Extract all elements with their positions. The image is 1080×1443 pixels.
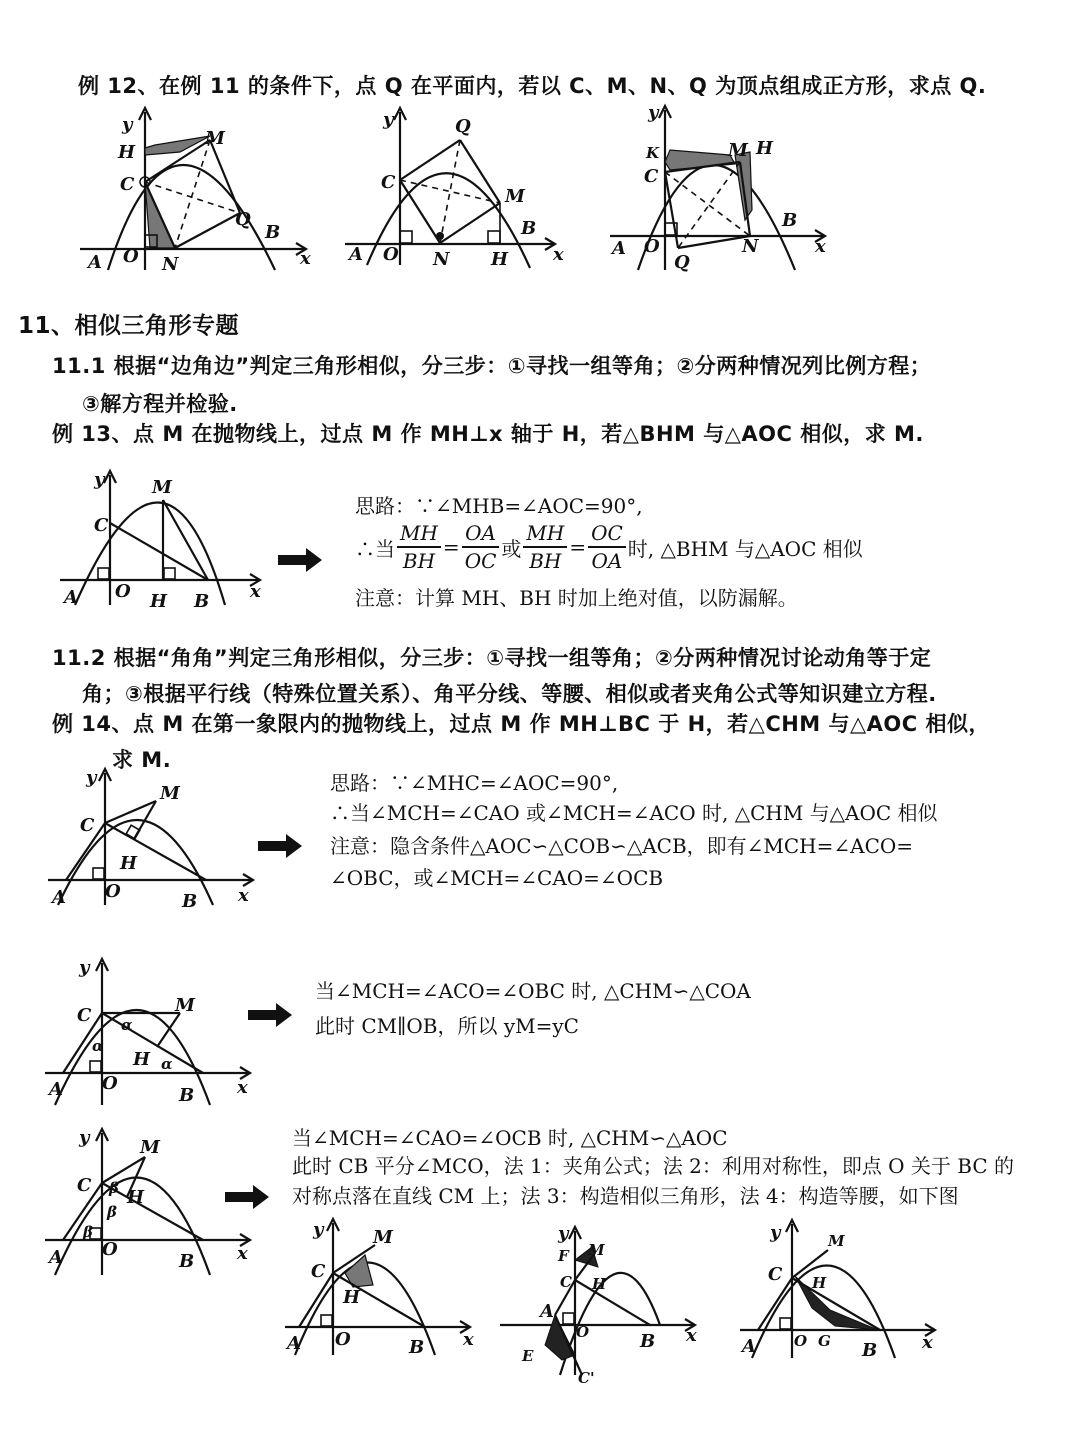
case2-line3: 对称点落在直线 CM 上；法 3：构造相似三角形，法 4：构造等腰，如下图 [292,1184,959,1208]
ratio-mh-bh-2: $\frac{MH}{BH}$ [523,520,567,574]
ex13-or: 或 [501,536,522,561]
label-beta: β [109,1179,119,1197]
label-M: M [505,186,525,207]
example-12-text: 例 12、在例 11 的条件下，点 Q 在平面内，若以 C、M、N、Q 为顶点组成正方形，求点 Q. [78,74,987,98]
arrow-icon [258,834,303,858]
label-H: H [133,1049,151,1070]
label-B: B [265,222,281,243]
ex13-tail: 时, △BHM 与△AOC 相似 [627,536,863,561]
label-x: x [250,581,261,602]
case1-line1: 当∠MCH=∠ACO=∠OBC 时, △CHM∽△COA [315,979,751,1003]
label-x: x [815,236,826,257]
label-x: x [922,1332,933,1353]
label-beta: β [83,1223,93,1241]
label-H: H [120,853,138,874]
label-y: y [770,1222,781,1243]
label-y: y [558,1223,569,1244]
label-M: M [588,1241,605,1259]
label-N: N [433,249,450,270]
label-y: y [122,114,133,135]
label-Q: Q [455,116,471,137]
figure-case1 [45,955,265,1110]
label-H: H [127,1187,145,1208]
ratio-mh-bh-1: $\frac{MH}{BH}$ [397,520,441,574]
label-alpha: α [121,1016,133,1034]
label-x: x [686,1325,697,1346]
figure-ex12-3 [610,100,840,280]
label-E: E [522,1347,534,1365]
label-M: M [373,1227,393,1248]
label-C: C [311,1261,326,1282]
figure-ex13 [60,465,280,615]
example-14-line2: 求 M. [112,748,172,772]
case2-line1: 当∠MCH=∠CAO=∠OCB 时, △CHM∽△AOC [292,1126,728,1150]
ex14-cases: ∴当∠MCH=∠CAO 或∠MCH=∠ACO 时, △CHM 与△AOC 相似 [330,801,938,825]
s11-2-line2: 角；③根据平行线（特殊位置关系）、角平分线、等腰、相似或者夹角公式等知识建立方程. [82,682,937,706]
label-O: O [383,244,399,265]
figure-ex12-2 [345,100,575,280]
label-x: x [463,1329,474,1350]
label-Q: Q [235,209,251,230]
label-M: M [205,128,225,149]
case2-line2: 此时 CB 平分∠MCO，法 1：夹角公式；法 2：利用对称性，即点 O 关于 BC 的 [292,1154,1015,1178]
label-A: A [287,1333,301,1354]
label-M: M [140,1137,160,1158]
label-O: O [794,1332,808,1350]
label-B: B [640,1331,656,1352]
label-M: M [728,140,748,161]
label-O: O [102,1239,118,1260]
label-C: C [768,1264,783,1285]
label-x: x [238,885,249,906]
s11-2-line1: 11.2 根据“角角”判定三角形相似，分三步：①寻找一组等角；②分两种情况讨论动角等于定 [52,646,932,670]
arrow-icon [225,1185,270,1209]
figure-ex12-1 [80,100,320,280]
label-alpha: α [161,1055,173,1073]
label-O: O [335,1329,351,1350]
label-O: O [115,581,131,602]
label-O: O [123,246,139,267]
ex14-idea: 思路：∵∠MHC=∠AOC=90°, [330,771,619,795]
label-y: y [86,767,97,788]
label-F: F [558,1247,569,1265]
label-G: G [818,1332,831,1350]
label-M: M [160,783,180,804]
label-H: H [756,138,774,159]
ex13-when: ∴当 [355,536,395,561]
label-y: y [648,102,659,123]
figure-method-1 [285,1215,485,1365]
label-A: A [742,1336,756,1357]
label-C: C [80,815,95,836]
label-C: C [77,1005,92,1026]
figure-method-2 [500,1225,710,1385]
label-H: H [343,1287,361,1308]
label-A: A [52,887,66,908]
label-B: B [194,591,210,612]
label-x: x [237,1077,248,1098]
label-K: K [646,144,660,162]
label-C: C [560,1273,572,1291]
case1-line2: 此时 CM∥OB，所以 yM=yC [315,1014,579,1038]
label-B: B [409,1337,425,1358]
label-C: C [77,1175,92,1196]
label-C: C [644,166,659,187]
label-H: H [491,249,509,270]
label-O: O [105,881,121,902]
label-A: A [612,238,626,259]
label-C: C [381,172,396,193]
label-x: x [553,244,564,265]
label-O: O [102,1073,118,1094]
label-A: A [49,1247,63,1268]
ratio-oa-oc: $\frac{OA}{OC}$ [462,520,500,574]
label-y: y [79,1127,90,1148]
ex13-idea: 思路：∵∠MHB=∠AOC=90°, [355,494,643,518]
ex13-note: 注意：计算 MH、BH 时加上绝对值，以防漏解。 [355,586,798,610]
arrow-icon [248,1003,293,1027]
label-beta: β [107,1203,117,1221]
arrow-icon [278,548,323,572]
label-C-prime: C' [578,1369,595,1387]
label-x: x [300,248,311,269]
label-B: B [521,218,537,239]
example-13-text: 例 13、点 M 在抛物线上，过点 M 作 MH⊥x 轴于 H，若△BHM 与△AOC 相似，求 M. [52,422,924,446]
label-N: N [162,254,179,275]
label-O: O [644,236,660,257]
label-A: A [349,244,363,265]
ex14-note1: 注意：隐含条件△AOC∽△COB∽△ACB，即有∠MCH=∠ACO= [330,834,914,858]
label-N: N [742,236,759,257]
ex13-condition: ∴当 $\frac{MH}{BH}$ = $\frac{OA}{OC}$ 或 $\frac{MH}{BH}$ = $\frac{OC}{OA}$ 时, △BHM 与△AOC 相似 [355,521,863,573]
label-A: A [64,587,78,608]
label-A: A [49,1079,63,1100]
label-C: C [94,515,109,536]
label-O: O [576,1323,590,1341]
label-x: x [237,1243,248,1264]
label-B: B [862,1340,878,1361]
label-A: A [88,252,102,273]
figure-ex14 [48,765,268,915]
figure-method-3 [740,1218,950,1368]
label-M: M [828,1232,845,1250]
label-B: B [179,1251,195,1272]
label-B: B [179,1085,195,1106]
label-H: H [812,1274,827,1292]
s11-1-line2: ③解方程并检验. [82,392,238,416]
label-y: y [79,957,90,978]
section-11-title: 11、相似三角形专题 [18,313,240,339]
label-H: H [118,142,136,163]
s11-1-line1: 11.1 根据“边角边”判定三角形相似，分三步：①寻找一组等角；②分两种情况列比例方程； [52,354,932,378]
label-B: B [782,210,798,231]
label-B: B [182,891,198,912]
label-A: A [540,1301,554,1322]
label-alpha: α [92,1037,104,1055]
label-H: H [592,1275,607,1293]
ex14-note2: ∠OBC，或∠MCH=∠CAO=∠OCB [330,866,664,890]
label-y: y [313,1219,324,1240]
label-C: C [120,174,135,195]
label-M: M [175,995,195,1016]
label-H: H [150,591,168,612]
label-y: y [94,469,105,490]
label-y: y [383,109,394,130]
example-14-line1: 例 14、点 M 在第一象限内的抛物线上，过点 M 作 MH⊥BC 于 H，若△CHM 与△AOC 相似， [52,712,990,736]
ratio-oc-oa: $\frac{OC}{OA}$ [588,520,626,574]
label-Q: Q [674,252,690,273]
label-M: M [152,477,172,498]
